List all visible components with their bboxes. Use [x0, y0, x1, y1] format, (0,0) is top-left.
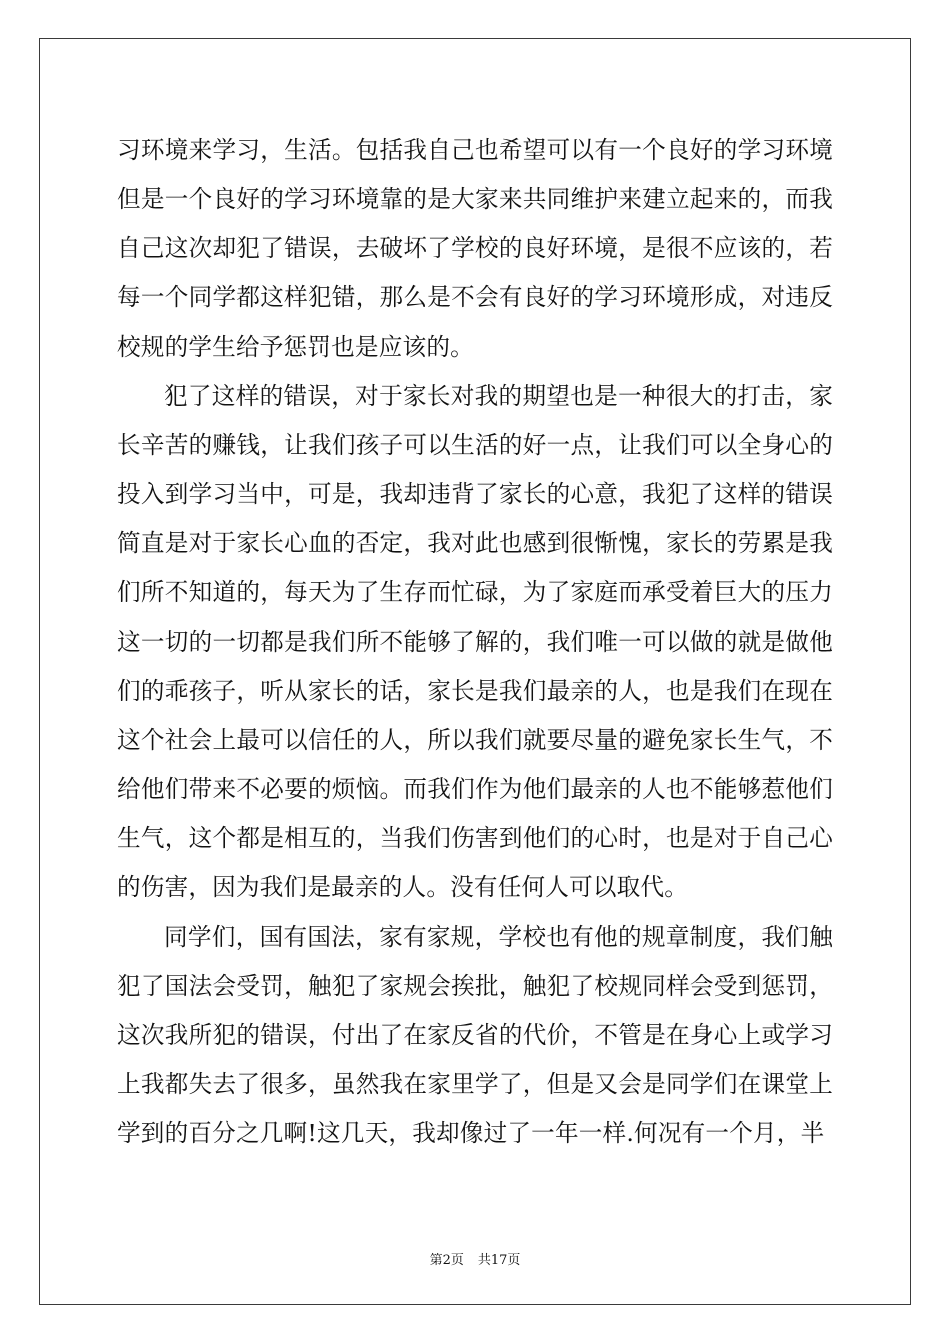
page-footer — [0, 1249, 950, 1268]
paragraph-3: 同学们，国有国法，家有家规，学校也有他的规章制度，我们触犯了国法会受罚，触犯了家规会挨批，触犯了校规同样会受到惩罚，这次我所犯的错误，付出了在家反省的代价，不管是在身心上或学习上我都失去了很多，虽然我在家里学了，但是又会是同学们在课堂上学到的百分之几啊!这几天，我却像过了一年一样.何况有一个月，半 — [117, 922, 833, 1148]
page-number: 第2页 — [429, 1253, 464, 1268]
paragraph-2: 犯了这样的错误，对于家长对我的期望也是一种很大的打击，家长辛苦的赚钱，让我们孩子可以生活的好一点，让我们可以全身心的投入到学习当中，可是，我却违背了家长的心意，我犯了这样的错误简直是对于家长心血的否定，我对此也感到很惭愧，家长的劳累是我们所不知道的，每天为了生存而忙碌，为了家庭而承受着巨大的压力这一切的一切都是我们所不能够了解的，我们唯一可以做的就是做他们的乖孩子，听从家长的话，家长是我们最亲的人，也是我们在现在这个社会上最可以信任的人，所以我们就要尽量的避免家长生气，不给他们带来不必要的烦恼。而我们作为他们最亲的人也不能够惹他们生气，这个都是相互的，当我们伤害到他们的心时，也是对于自己心的伤害，因为我们是最亲的人。没有任何人可以取代。 — [117, 381, 833, 902]
document-body — [117, 126, 833, 1158]
total-pages: 共17页 — [477, 1253, 521, 1268]
paragraph-1: 习环境来学习，生活。包括我自己也希望可以有一个良好的学习环境但是一个良好的学习环境靠的是大家来共同维护来建立起来的，而我自己这次却犯了错误，去破坏了学校的良好环境，是很不应该的，若每一个同学都这样犯错，那么是不会有良好的学习环境形成，对违反校规的学生给予惩罚也是应该的。 — [117, 136, 833, 361]
